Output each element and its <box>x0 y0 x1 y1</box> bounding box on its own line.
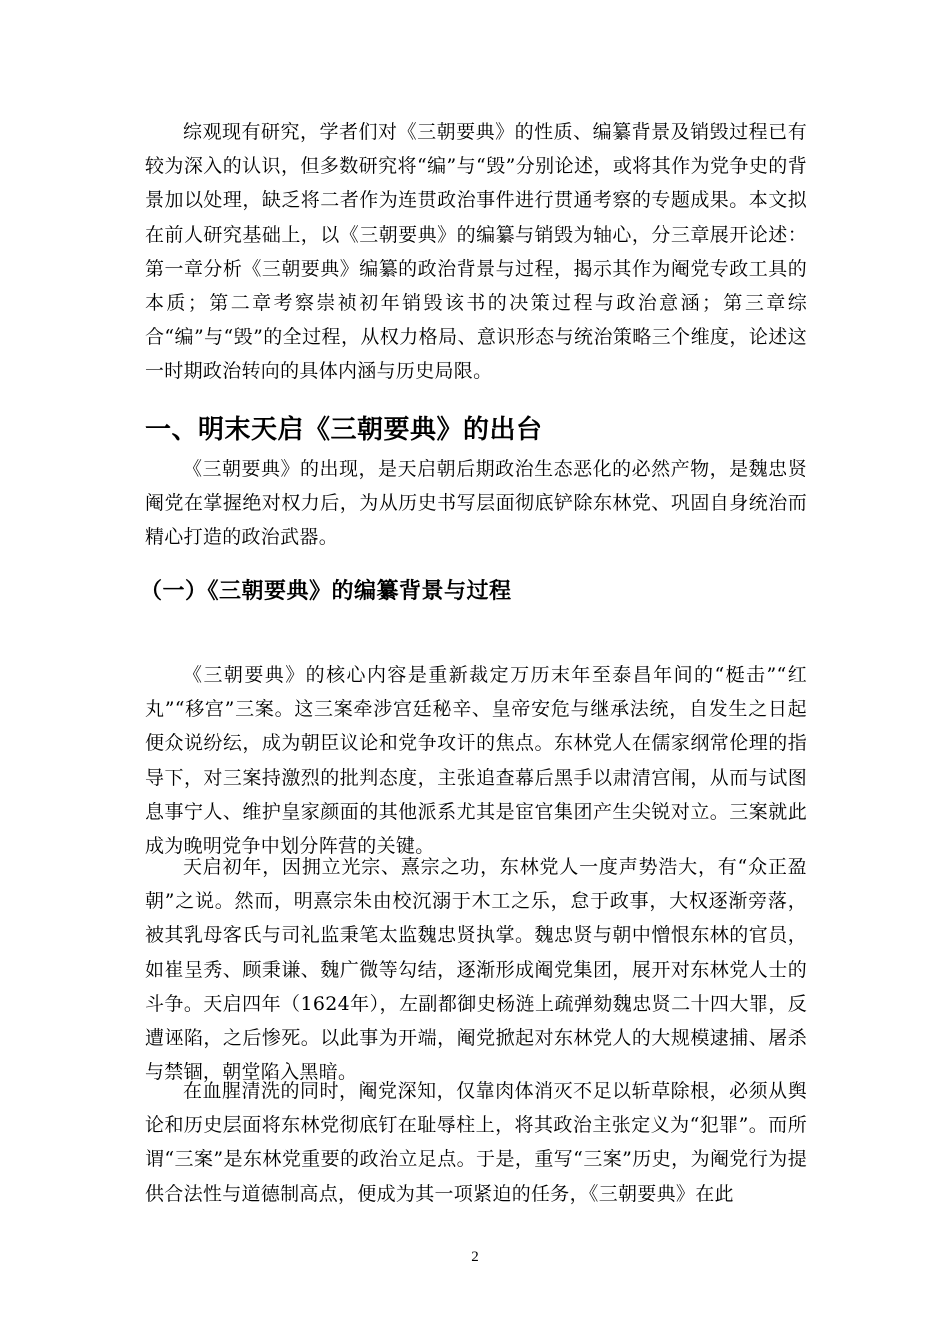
chapter-heading: 一、明末天启《三朝要典》的出台 <box>145 415 543 445</box>
page-number: 2 <box>471 1249 479 1265</box>
section-paragraph-1: 《三朝要典》的核心内容是重新裁定万历末年至泰昌年间的“梃击”“红丸”“移宫”三案。这三案牵涉宫廷秘辛、皇帝安危与继承法统，自发生之日起便众说纷纭，成为朝臣议论和党争攻讦的焦点。东林党人在儒家纲常伦理的指导下，对三案持激烈的批判态度，主张追查幕后黑手以肃清宫闱，从而与试图息事宁人、维护皇家颜面的其他派系尤其是宦官集团产生尖锐对立。三案就此成为晚明党争中划分阵营的关键。 <box>145 664 807 858</box>
section-paragraph-3: 在血腥清洗的同时，阉党深知，仅靠肉体消灭不足以斩草除根，必须从舆论和历史层面将东林党彻底钉在耻辱柱上，将其政治主张定义为“犯罪”。而所谓“三案”是东林党重要的政治立足点。于是，重写“三案”历史，为阉党行为提供合法性与道德制高点，便成为其一项紧迫的任务，《三朝要典》在此 <box>145 1080 807 1205</box>
section-heading: （一）《三朝要典》的编纂背景与过程 <box>140 579 512 604</box>
section-paragraph-2: 天启初年，因拥立光宗、熹宗之功，东林党人一度声势浩大，有“众正盈朝”之说。然而，明熹宗朱由校沉溺于木工之乐，怠于政事，大权逐渐旁落，被其乳母客氏与司礼监秉笔太监魏忠贤执掌。魏忠贤与朝中憎恨东林的官员，如崔呈秀、顾秉谦、魏广微等勾结，逐渐形成阉党集团，展开对东林党人士的斗争。天启四年（1624年），左副都御史杨涟上疏弹劾魏忠贤二十四大罪，反遭诬陷，之后惨死。以此事为开端，阉党掀起对东林党人的大规模逮捕、屠杀与禁锢，朝堂陷入黑暗。 <box>145 856 807 1084</box>
chapter-intro-paragraph: 《三朝要典》的出现，是天启朝后期政治生态恶化的必然产物，是魏忠贤阉党在掌握绝对权力后，为从历史书写层面彻底铲除东林党、巩固自身统治而精心打造的政治武器。 <box>145 458 807 549</box>
intro-paragraph: 综观现有研究，学者们对《三朝要典》的性质、编纂背景及销毁过程已有较为深入的认识，但多数研究将“编”与“毁”分别论述，或将其作为党争史的背景加以处理，缺乏将二者作为连贯政治事件进行贯通考察的专题成果。本文拟在前人研究基础上，以《三朝要典》的编纂与销毁为轴心，分三章展开论述：第一章分析《三朝要典》编纂的政治背景与过程，揭示其作为阉党专政工具的本质；第二章考察崇祯初年销毁该书的决策过程与政治意涵；第三章综合“编”与“毁”的全过程，从权力格局、意识形态与统治策略三个维度，论述这一时期政治转向的具体内涵与历史局限。 <box>145 121 807 383</box>
